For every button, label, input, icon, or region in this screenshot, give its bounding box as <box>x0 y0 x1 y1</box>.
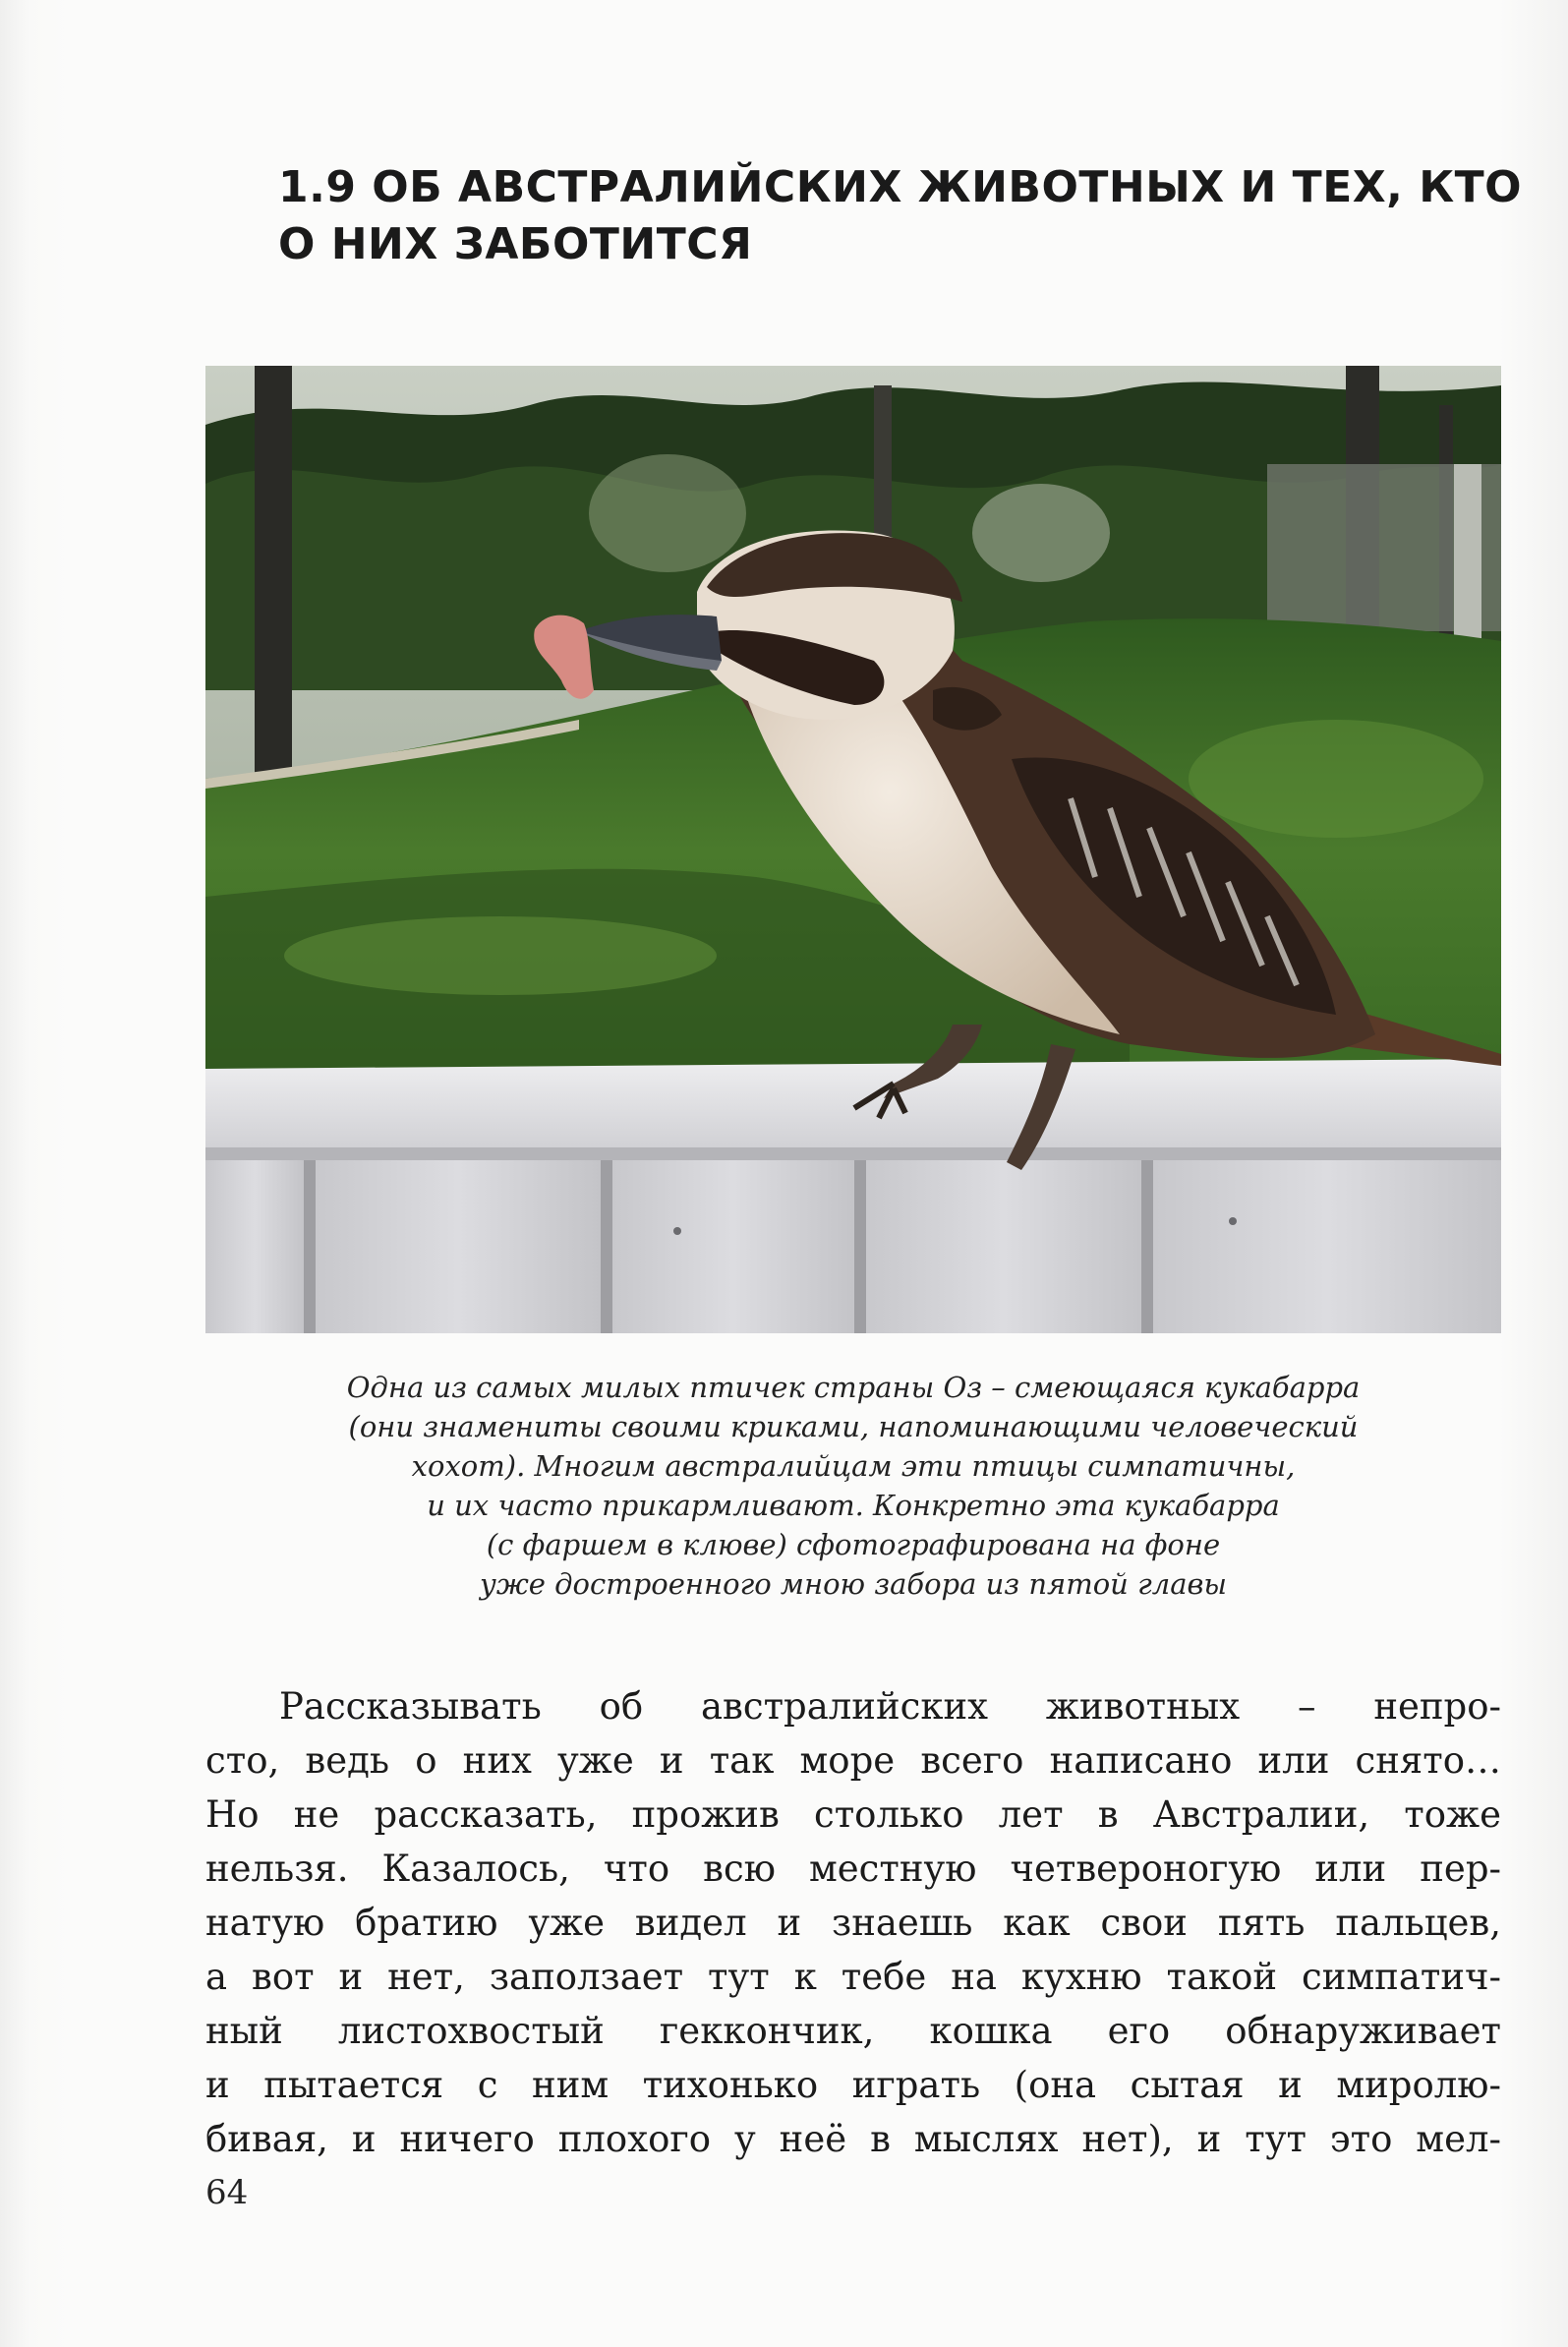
body-line: ный листохвостый геккончик, кошка его обнаруживает <box>205 2010 1501 2052</box>
section-heading <box>278 159 1523 273</box>
caption-line: Одна из самых милых птичек страны Оз – смеющаяся кукабарра <box>346 1371 1361 1404</box>
body-line: Рассказывать об австралийских животных – непро- <box>279 1685 1501 1728</box>
caption-line: хохот). Многим австралийцам эти птицы симпатичны, <box>411 1449 1296 1483</box>
page-number: 64 <box>205 2173 249 2212</box>
caption-line: и их часто прикармливают. Конкретно эта кукабарра <box>427 1489 1280 1522</box>
heading-line: О НИХ ЗАБОТИТСЯ <box>278 219 753 269</box>
caption-line: (они знамениты своими криками, напоминающими человеческий <box>348 1410 1359 1443</box>
photo-caption <box>205 1368 1501 1604</box>
kookaburra-photo <box>205 366 1501 1333</box>
body-paragraph <box>205 1679 1501 2166</box>
body-line: натую братию уже видел и знаешь как свои пять пальцев, <box>205 1902 1501 1944</box>
body-line: сто, ведь о них уже и так море всего написано или снято… <box>205 1739 1501 1782</box>
heading-line: 1.9 ОБ АВСТРАЛИЙСКИХ ЖИВОТНЫХ И ТЕХ, КТО <box>278 162 1523 212</box>
caption-line: (с фаршем в клюве) сфотографирована на фоне <box>486 1528 1221 1561</box>
body-line: Но не рассказать, прожив столько лет в Австралии, тоже <box>205 1793 1501 1836</box>
body-line: и пытается с ним тихонько играть (она сытая и миролю- <box>205 2064 1501 2106</box>
body-line: нельзя. Казалось, что всю местную четвероногую или пер- <box>205 1848 1501 1890</box>
caption-line: уже достроенного мною забора из пятой главы <box>480 1567 1227 1601</box>
body-line: а вот и нет, заползает тут к тебе на кухню такой симпатич- <box>205 1956 1501 1998</box>
body-line: бивая, и ничего плохого у неё в мыслях нет), и тут это мел- <box>205 2118 1501 2160</box>
